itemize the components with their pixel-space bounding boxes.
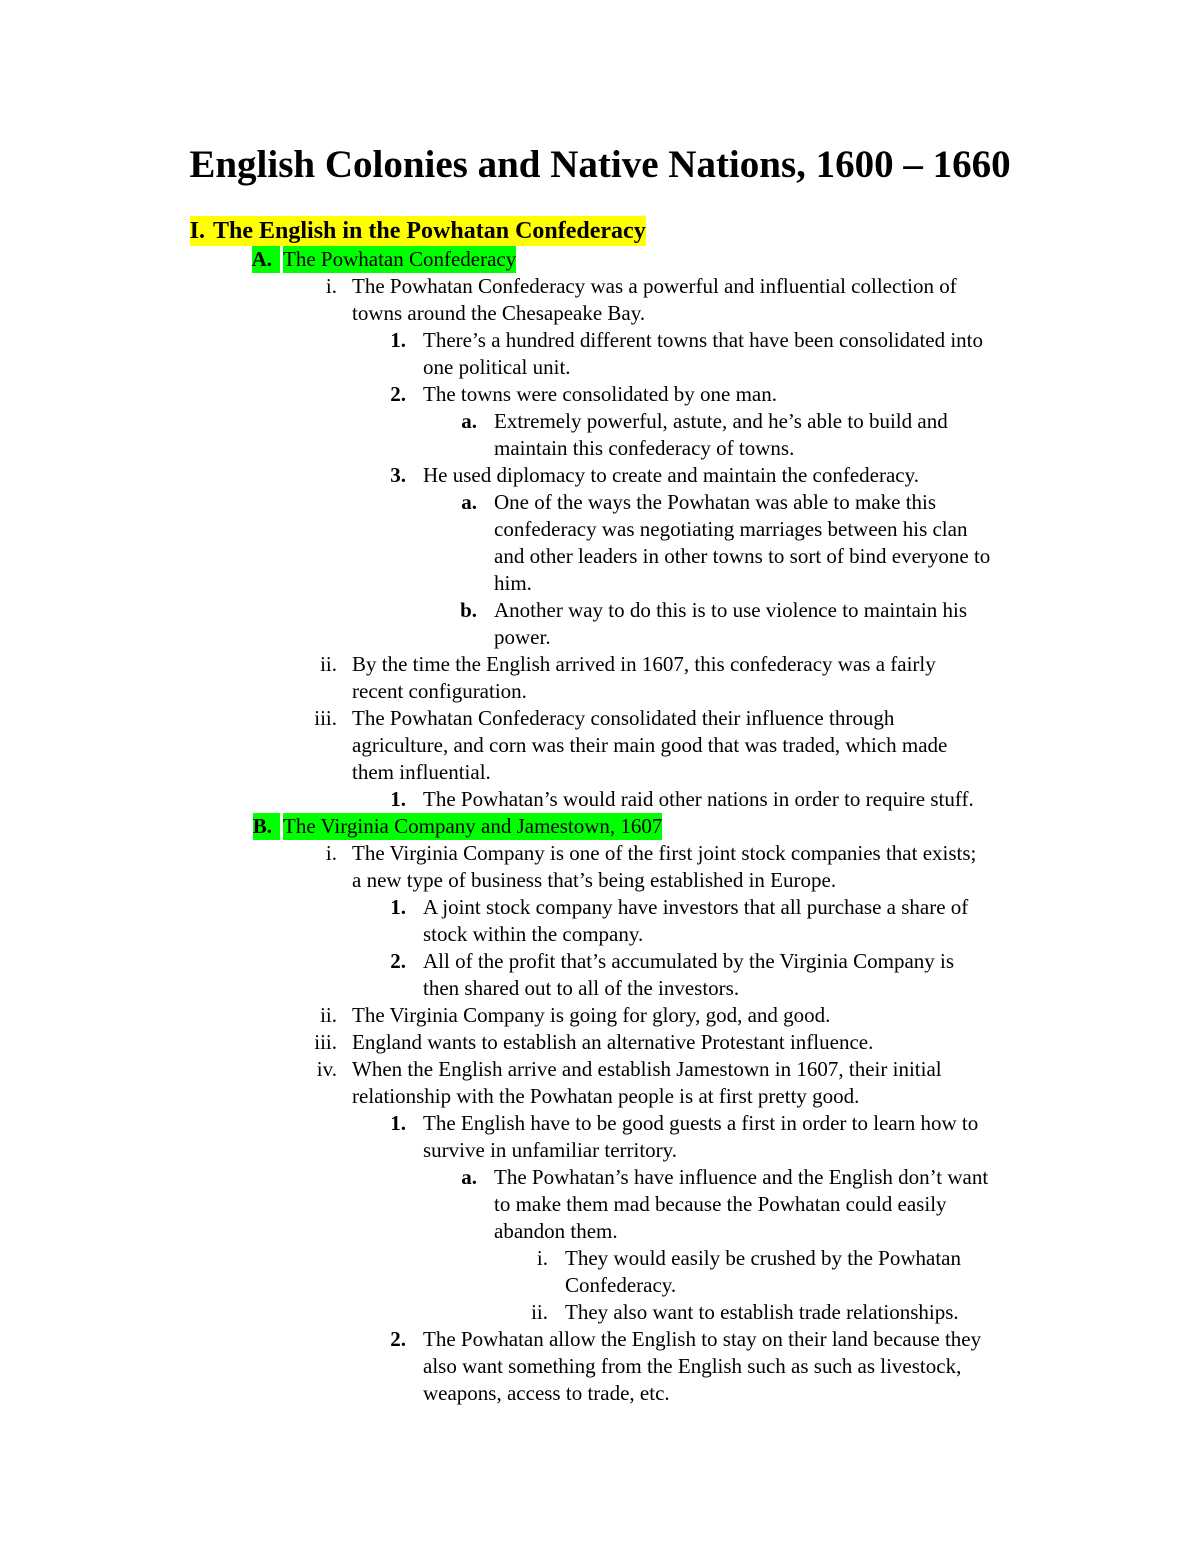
numbered-item — [0, 948, 1200, 1002]
outline-line — [0, 354, 1200, 381]
outline-text: survive in unfamiliar territory. — [423, 1138, 678, 1162]
outline-line — [0, 570, 1200, 597]
numbered-item — [0, 894, 1200, 948]
outline-line — [0, 1137, 1200, 1164]
document-title: English Colonies and Native Nations, 1600 – 1660 — [189, 143, 1011, 186]
outline-text: maintain this confederacy of towns. — [494, 436, 795, 460]
roman-item — [0, 1002, 1200, 1029]
outline-marker: ii. — [320, 1003, 337, 1027]
outline-line — [0, 1056, 1200, 1083]
outline-line — [0, 867, 1200, 894]
outline-text: A joint stock company have investors that all purchase a share of — [423, 895, 969, 919]
outline-line — [0, 651, 1200, 678]
outline-marker: 2. — [390, 382, 406, 406]
outline-text: Another way to do this is to use violence to maintain his — [494, 598, 968, 622]
outline-line — [0, 840, 1200, 867]
roman-item — [0, 1029, 1200, 1056]
outline-line — [0, 1218, 1200, 1245]
outline-line — [0, 948, 1200, 975]
outline-line — [0, 624, 1200, 651]
numbered-item — [0, 786, 1200, 813]
outline-text: The Virginia Company is going for glory, god, and good. — [352, 1003, 831, 1027]
outline-text: agriculture, and corn was their main good that was traded, which made — [352, 733, 948, 757]
outline-line — [0, 462, 1200, 489]
outline-marker: i. — [325, 841, 337, 865]
outline-marker: a. — [461, 409, 477, 433]
outline-line — [0, 678, 1200, 705]
outline-line — [0, 381, 1200, 408]
outline-text: to make them mad because the Powhatan could easily — [494, 1192, 947, 1216]
outline-line — [0, 216, 1200, 246]
outline-text: He used diplomacy to create and maintain the confederacy. — [423, 463, 920, 487]
outline-marker: 1. — [390, 328, 406, 352]
outline-marker: B. — [253, 813, 280, 840]
outline-line — [0, 813, 1200, 840]
outline-line — [0, 705, 1200, 732]
outline-text: then shared out to all of the investors. — [423, 976, 740, 1000]
outline-marker: 3. — [390, 463, 406, 487]
outline-text: Confederacy. — [565, 1273, 677, 1297]
roman-item — [0, 840, 1200, 894]
outline-line — [0, 1299, 1200, 1326]
outline-line — [0, 1245, 1200, 1272]
roman-item — [0, 273, 1200, 327]
outline-line — [0, 300, 1200, 327]
outline-marker: 1. — [390, 895, 406, 919]
outline-line — [0, 1002, 1200, 1029]
outline-text: The Powhatan Confederacy consolidated their influence through — [352, 706, 895, 730]
outline-line — [0, 921, 1200, 948]
outline-marker: iv. — [316, 1057, 337, 1081]
outline-text: The Virginia Company and Jamestown, 1607 — [283, 814, 663, 838]
lettered-item — [0, 489, 1200, 597]
outline-text: one political unit. — [423, 355, 571, 379]
outline-text: him. — [494, 571, 532, 595]
lettered-item — [0, 1164, 1200, 1245]
lettered-item — [0, 597, 1200, 651]
outline-marker: ii. — [531, 1300, 548, 1324]
outline-text: The Powhatan allow the English to stay on their land because they — [423, 1327, 982, 1351]
outline-marker: iii. — [314, 1030, 337, 1054]
outline-text: weapons, access to trade, etc. — [423, 1381, 670, 1405]
lettered-item — [0, 408, 1200, 462]
subsection-heading — [0, 813, 1200, 840]
section-heading — [0, 216, 1200, 246]
subsection-heading — [0, 246, 1200, 273]
numbered-item — [0, 1326, 1200, 1407]
outline-marker: ii. — [320, 652, 337, 676]
outline-marker: a. — [461, 1165, 477, 1189]
outline-line — [0, 732, 1200, 759]
outline-text: The Virginia Company is one of the first joint stock companies that exists; — [352, 841, 977, 865]
numbered-item — [0, 381, 1200, 408]
outline-text: confederacy was negotiating marriages between his clan — [494, 517, 968, 541]
outline-line — [0, 786, 1200, 813]
outline-text: When the English arrive and establish Jamestown in 1607, their initial — [352, 1057, 942, 1081]
outline-text: The Powhatan Confederacy was a powerful and influential collection of — [352, 274, 957, 298]
outline-line — [0, 246, 1200, 273]
outline-line — [0, 1380, 1200, 1407]
numbered-item — [0, 462, 1200, 489]
outline-line — [0, 1029, 1200, 1056]
outline — [0, 216, 1200, 1407]
outline-text: also want something from the English such as such as livestock, — [423, 1354, 962, 1378]
outline-text: towns around the Chesapeake Bay. — [352, 301, 646, 325]
outline-text: The English have to be good guests a first in order to learn how to — [423, 1111, 979, 1135]
sub-roman-item — [0, 1245, 1200, 1299]
outline-line — [0, 1353, 1200, 1380]
outline-text: a new type of business that’s being established in Europe. — [352, 868, 837, 892]
outline-text: recent configuration. — [352, 679, 527, 703]
outline-line — [0, 543, 1200, 570]
outline-line — [0, 489, 1200, 516]
outline-line — [0, 1191, 1200, 1218]
outline-text: England wants to establish an alternative Protestant influence. — [352, 1030, 874, 1054]
outline-text: stock within the company. — [423, 922, 644, 946]
outline-line — [0, 435, 1200, 462]
outline-line — [0, 975, 1200, 1002]
outline-text: Extremely powerful, astute, and he’s able to build and — [494, 409, 948, 433]
outline-marker: 2. — [390, 949, 406, 973]
roman-item — [0, 651, 1200, 705]
outline-text: The English in the Powhatan Confederacy — [213, 218, 646, 244]
outline-text: relationship with the Powhatan people is at first pretty good. — [352, 1084, 860, 1108]
outline-text: There’s a hundred different towns that have been consolidated into — [423, 328, 984, 352]
outline-line — [0, 759, 1200, 786]
outline-line — [0, 597, 1200, 624]
outline-line — [0, 1083, 1200, 1110]
roman-item — [0, 1056, 1200, 1110]
outline-text: The Powhatan Confederacy — [283, 247, 517, 271]
numbered-item — [0, 327, 1200, 381]
outline-marker: i. — [536, 1246, 548, 1270]
outline-line — [0, 1272, 1200, 1299]
outline-marker: a. — [461, 490, 477, 514]
outline-line — [0, 1164, 1200, 1191]
outline-text: They would easily be crushed by the Powhatan — [565, 1246, 961, 1270]
outline-marker: iii. — [314, 706, 337, 730]
outline-marker: A. — [252, 246, 280, 273]
outline-marker: b. — [460, 598, 477, 622]
outline-line — [0, 894, 1200, 921]
outline-text: power. — [494, 625, 551, 649]
outline-marker: 1. — [390, 787, 406, 811]
outline-text: them influential. — [352, 760, 491, 784]
outline-line — [0, 273, 1200, 300]
outline-text: They also want to establish trade relationships. — [565, 1300, 959, 1324]
outline-line — [0, 516, 1200, 543]
outline-marker: 2. — [390, 1327, 406, 1351]
outline-line — [0, 327, 1200, 354]
outline-text: The towns were consolidated by one man. — [423, 382, 777, 406]
outline-text: By the time the English arrived in 1607, this confederacy was a fairly — [352, 652, 936, 676]
outline-text: All of the profit that’s accumulated by the Virginia Company is — [423, 949, 955, 973]
outline-line — [0, 1326, 1200, 1353]
outline-text: One of the ways the Powhatan was able to make this — [494, 490, 937, 514]
outline-line — [0, 408, 1200, 435]
outline-text: and other leaders in other towns to sort of bind everyone to — [494, 544, 991, 568]
outline-marker: i. — [325, 274, 337, 298]
outline-line — [0, 1110, 1200, 1137]
numbered-item — [0, 1110, 1200, 1164]
outline-text: abandon them. — [494, 1219, 618, 1243]
sub-roman-item — [0, 1299, 1200, 1326]
outline-text: The Powhatan’s would raid other nations in order to require stuff. — [423, 787, 974, 811]
outline-text: The Powhatan’s have influence and the English don’t want — [494, 1165, 989, 1189]
roman-item — [0, 705, 1200, 786]
outline-marker: I. — [190, 216, 213, 246]
outline-marker: 1. — [390, 1111, 406, 1135]
